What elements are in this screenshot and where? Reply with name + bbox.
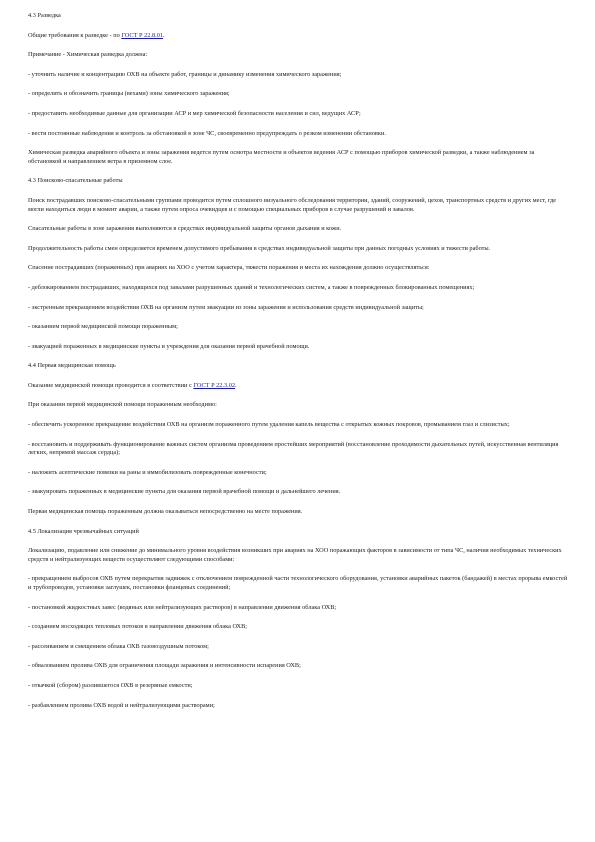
section-heading-first-aid: 4.4 Первая медицинская помощь (28, 362, 116, 370)
paragraph: Спасательные работы в зоне заражения выполняются в средствах индивидуальной защиты органов дыхания и кожи. (28, 225, 342, 233)
gost-link-22-8-01[interactable]: ГОСТ Р 22.8.01 (121, 31, 164, 39)
list-item: - рассеиванием и смещением облака ОХВ газовоздушным потоком; (28, 642, 209, 650)
paragraph: Продолжительность работы смен определяется временем допустимого пребывания в средствах индивидуальной защиты при данных погодных условиях и тяжести работы. (28, 244, 491, 252)
paragraph: При оказании первой медицинской помощи пораженным необходимо: (28, 401, 217, 409)
list-item: - восстановить и поддерживать функционирование важных систем организма проведением простейших мероприятий (восстановление проходимости дыхательных путей, искусственная вентиляция легких, непрямой массаж сердца); (28, 440, 559, 457)
list-item: - обвалованием пролива ОХВ для ограничения площади заражения и интенсивности испарения ОХВ; (28, 662, 301, 670)
paragraph: Поиск пострадавших поисково-спасательными группами проводится путем сплошного визуального обследования территории, зданий, сооружений, цехов, транспортных средств и других мест, где могли находиться люди в момент аварии, а также путем опроса очевидцев и с помощью специальных приборов в случае разрушений и завалов. (28, 196, 557, 213)
intro-suffix: . (235, 381, 237, 389)
list-item: - определить и обозначить границы (вехами) зоны химического заражения; (28, 90, 230, 98)
intro-text: Общие требования к разведке - по (28, 31, 122, 39)
list-item: - разбавлением пролива ОХВ водой и нейтрализующими растворами; (28, 701, 215, 709)
list-item: - экстренным прекращением воздействия ОХВ на организм путем эвакуации из зоны заражения и использования средств индивидуальной защиты; (28, 303, 424, 311)
list-item: - созданием восходящих тепловых потоков в направлении движения облака ОХВ; (28, 623, 248, 631)
gost-link-22-3-02[interactable]: ГОСТ Р 22.3.02 (193, 381, 236, 389)
reconnaissance-note: Примечание - Химическая разведка должна: (28, 51, 148, 59)
list-item: - прекращением выбросов ОХВ путем перекрытия задвижек с отключением поврежденной части технологического оборудования, установки аварийных пакеток (бандажей) в местах прорыва емкостей и трубопроводов, установки заглушек, постановки фланцевых соединений; (28, 575, 568, 591)
paragraph: Спасение пострадавших (пораженных) при авариях на ХОО с учетом характера, тяжести поражения и места их нахождения должно осуществляться: (28, 264, 430, 272)
first-aid-intro (28, 382, 568, 391)
list-item: - предоставить необходимые данные для организации АСР и мер химической безопасности населения и сил, ведущих АСР; (28, 109, 361, 117)
list-item: - оказанием первой медицинской помощи пораженным; (28, 323, 178, 331)
paragraph: Локализацию, подавление или снижение до минимального уровня воздействия возникших при авариях на ХОО поражающих факторов в зависимости от типа ЧС, наличия необходимых технических средств и нейтрализующих веществ осуществляют следующими способами: (28, 547, 562, 563)
reconnaissance-intro (28, 32, 568, 41)
intro-text: Оказание медицинской помощи проводится в соответствии с (28, 381, 194, 389)
paragraph: Первая медицинская помощь пораженным должна оказываться непосредственно на месте поражения. (28, 508, 303, 516)
intro-suffix: . (163, 31, 165, 39)
section-heading-localization: 4.5 Локализация чрезвычайных ситуаций (28, 527, 139, 535)
list-item: - эвакуацией пораженных в медицинские пункты и учреждения для оказания первой врачебной помощи. (28, 342, 310, 350)
list-item: - деблокированием пострадавших, находящихся под завалами разрушенных зданий и технологических систем, а также в поврежденных блокированных помещениях; (28, 283, 475, 291)
list-item: - вести постоянные наблюдения и контроль за обстановкой в зоне ЧС, своевременно предупреждать о резком изменении обстановки. (28, 129, 386, 137)
list-item: - уточнить наличие и концентрацию ОХВ на объекте работ, границы и динамику изменения химического заражения; (28, 70, 342, 78)
reconnaissance-closing: Химическая разведка аварийного объекта и зоны заражения ведется путем осмотра местности и объектов ведения АСР с помощью приборов химической разведки, а также наблюдением за обстановкой и направлением ветра в приземном слое. (28, 149, 535, 165)
section-heading-search-rescue: 4.3 Поисково-спасательные работы (28, 177, 123, 185)
list-item: - эвакуировать пораженных в медицинские пункты для оказания первой врачебной помощи и дальнейшего лечения. (28, 488, 341, 496)
list-item: - откачкой (сбором) разлившегося ОХВ в резервные емкости; (28, 681, 193, 689)
list-item: - наложить асептические повязки на раны и иммобилизовать поврежденные конечности; (28, 468, 267, 476)
list-item: - постановкой жидкостных завес (водяных или нейтрализующих растворов) в направлении движения облака ОХВ; (28, 603, 337, 611)
document-page (28, 12, 568, 710)
section-heading-reconnaissance: 4.3 Разведка (28, 12, 61, 19)
list-item: - обеспечить ускоренное прекращение воздействия ОХВ на организм пораженного путем удаления капель вещества с открытых кожных покровов, промыванием глаз и слизистых; (28, 421, 510, 429)
